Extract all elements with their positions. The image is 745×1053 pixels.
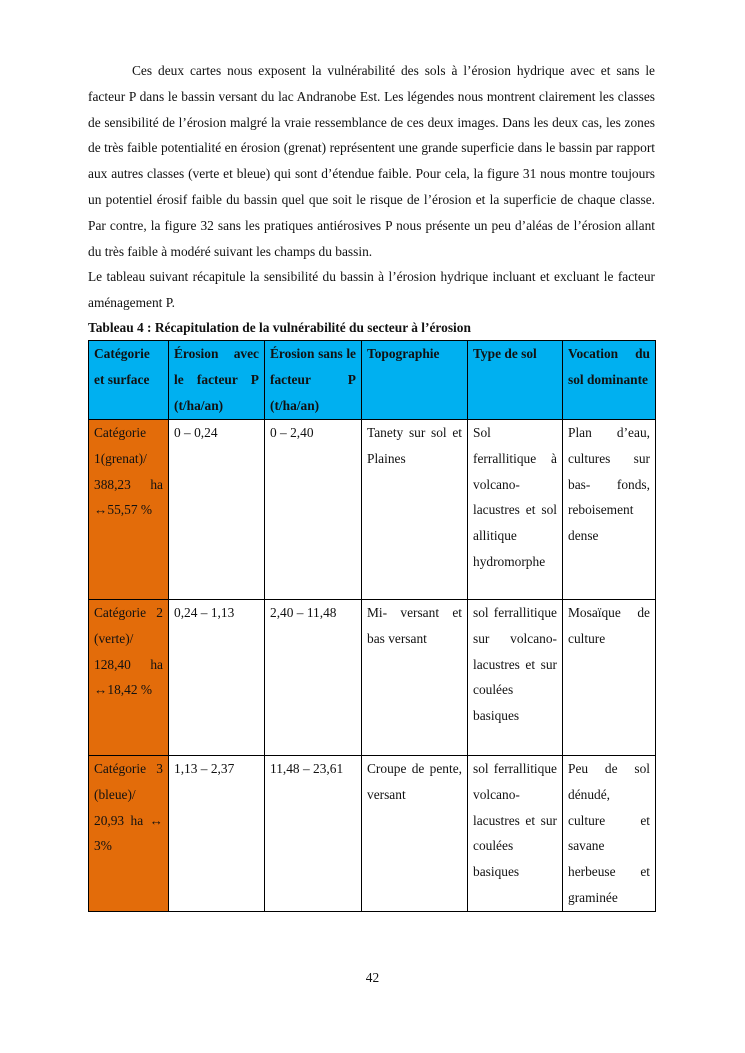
table-row [89,419,656,599]
header-erosion-without-p: Érosion sans le facteur P (t/ha/an) [265,340,362,419]
category-cell: Catégorie 1(grenat)/ 388,23 ha ↔55,57 % [89,419,169,599]
paragraph-table-intro: Le tableau suivant récapitule la sensibilité du bassin à l’érosion hydrique incluant et excluant le facteur aménagement P. [88,269,655,311]
paragraph-intro: Ces deux cartes nous exposent la vulnérabilité des sols à l’érosion hydrique avec et sans le facteur P dans le bassin versant du lac Andranobe Est. Les légendes nous montrent clairement les classes de sensibilité de l’érosion malgré la vraie ressemblance de ces deux images. Dans les deux cas, les zones de très faible potentialité en érosion (grenat) représentent une grande superficie dans le bassin par rapport aux autres classes (verte et bleue) qui sont d’étendue faible. Pour cela, la figure 31 nous montre toujours un potentiel érosif faible du bassin quel que soit le risque de l’érosion et la superficie de chaque classe. Par contre, la figure 32 sans les pratiques antiérosives P nous présente un peu d’aléas de l’érosion allant du très faible à modéré suivant les champs du bassin. [88,63,655,259]
erosion-with-p-cell: 1,13 – 2,37 [169,755,265,911]
table-row [89,599,656,755]
land-use-cell: Plan d’eau, cultures sur bas- fonds, reboisement dense [563,419,656,599]
table-header-row [89,340,656,419]
page-number: 42 [365,970,380,985]
header-land-use: Vocation du sol dominante [563,340,656,419]
land-use-cell: Mosaïque de culture [563,599,656,755]
header-category: Catégorie et surface [89,340,169,419]
erosion-without-p-cell: 11,48 – 23,61 [265,755,362,911]
topography-cell: Tanety sur sol et Plaines [362,419,468,599]
summary-table [88,340,656,912]
table-caption: Tableau 4 : Récapitulation de la vulnérabilité du secteur à l’érosion [88,319,471,335]
category-cell: Catégorie 3 (bleue)/ 20,93 ha ↔ 3% [89,755,169,911]
erosion-with-p-cell: 0,24 – 1,13 [169,599,265,755]
page-content [88,58,655,912]
erosion-without-p-cell: 0 – 2,40 [265,419,362,599]
topography-cell: Mi- versant et bas versant [362,599,468,755]
header-erosion-with-p: Érosion avec le facteur P (t/ha/an) [169,340,265,419]
table-row [89,755,656,911]
soil-type-cell: sol ferrallitique volcano-lacustres et sur coulées basiques [468,755,563,911]
header-soil-type: Type de sol [468,340,563,419]
header-topography: Topographie [362,340,468,419]
soil-type-cell: sol ferrallitique sur volcano-lacustres et sur coulées basiques [468,599,563,755]
land-use-cell: Peu de sol dénudé, culture et savane herbeuse et graminée [563,755,656,911]
soil-type-cell: Sol ferrallitique à volcano-lacustres et sol allitique hydromorphe [468,419,563,599]
erosion-with-p-cell: 0 – 0,24 [169,419,265,599]
category-cell: Catégorie 2 (verte)/ 128,40 ha ↔18,42 % [89,599,169,755]
topography-cell: Croupe de pente, versant [362,755,468,911]
erosion-without-p-cell: 2,40 – 11,48 [265,599,362,755]
